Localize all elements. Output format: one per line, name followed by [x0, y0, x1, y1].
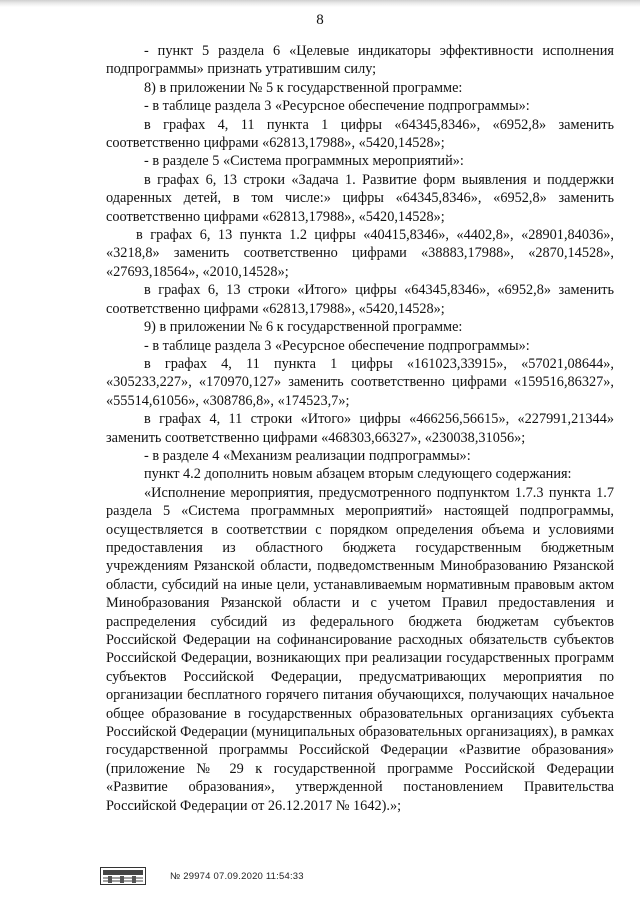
paragraph: в графах 6, 13 пункта 1.2 цифры «40415,8346», «4402,8», «28901,84036», «3218,8» заменить соответственно цифрами «38883,17988», «2870,14528», «27693,18564», «2010,14528»;	[106, 227, 614, 280]
paragraph: пункт 4.2 дополнить новым абзацем вторым следующего содержания:	[144, 466, 572, 483]
document-body	[106, 42, 614, 815]
registry-stamp-icon	[100, 867, 146, 885]
registration-number: № 29974 07.09.2020 11:54:33	[170, 871, 304, 882]
paragraph: 8) в приложении № 5 к государственной программе:	[144, 79, 463, 96]
footer	[100, 867, 400, 887]
paragraph: - в таблице раздела 3 «Ресурсное обеспечение подпрограммы»:	[144, 98, 530, 115]
paragraph: - в разделе 5 «Система программных мероприятий»:	[144, 153, 464, 170]
paragraph: в графах 4, 11 пункта 1 цифры «161023,33915», «57021,08644», «305233,227», «170970,127» заменить соответственно цифрами «159516,86327», «55514,61056», «308786,8», «174523,7»;	[106, 355, 614, 409]
paragraph: в графах 6, 13 строки «Итого» цифры «64345,8346», «6952,8» заменить соответственно цифрами «62813,17988», «5420,14528»;	[106, 282, 614, 317]
paragraph: в графах 6, 13 строки «Задача 1. Развитие форм выявления и поддержки одаренных детей, в том числе:» цифры «64345,8346», «6952,8» заменить соответственно цифрами «62813,17988», «5420,14528»;	[106, 171, 614, 225]
paragraph: в графах 4, 11 пункта 1 цифры «64345,8346», «6952,8» заменить соответственно цифрами «62813,17988», «5420,14528»;	[106, 116, 614, 152]
paragraph: - в таблице раздела 3 «Ресурсное обеспечение подпрограммы»:	[144, 337, 530, 354]
scan-edge	[0, 0, 640, 7]
quoted-paragraph: «Исполнение мероприятия, предусмотренного подпунктом 1.7.3 пункта 1.7 раздела 5 «Система программных мероприятий» настоящей подпрограммы, осуществляется в соответствии с порядком определения объема и условиями предоставления из областного бюджета государственным бюджетным учреждениям Рязанской области, подведомственным Минобразованию Рязанской области, субсидий на иные цели, устанавливаемым нормативным правовым актом Минобразования Рязанской области и с учетом Правил предоставления и распределения субсидий из федерального бюджета бюджетам субъектов Российской Федерации на софинансирование расходных обязательств субъектов Российской Федерации, возникающих при реализации государственных программ субъектов Российской Федерации, предусматривающих мероприятия по организации бесплатного горячего питания обучающихся, получающих начальное общее образование в государственных образовательных организациях субъекта Российской Федерации (муниципальных образовательных организациях), в рамках государственной программы Российской Федерации «Развитие образования» (приложение № 29 к государственной программе Российской Федерации «Развитие образования», утвержденной постановлением Правительства Российской Федерации от 26.12.2017 № 1642).»;	[106, 484, 614, 814]
page-number: 8	[316, 12, 324, 28]
paragraph: - пункт 5 раздела 6 «Целевые индикаторы эффективности исполнения подпрограммы» признать утратившим силу;	[106, 43, 614, 78]
paragraph: в графах 4, 11 строки «Итого» цифры «466256,56615», «227991,21344» заменить соответственно цифрами «468303,66327», «230038,31056»;	[106, 411, 614, 446]
paragraph: - в разделе 4 «Механизм реализации подпрограммы»:	[144, 447, 471, 464]
paragraph: 9) в приложении № 6 к государственной программе:	[144, 319, 463, 336]
